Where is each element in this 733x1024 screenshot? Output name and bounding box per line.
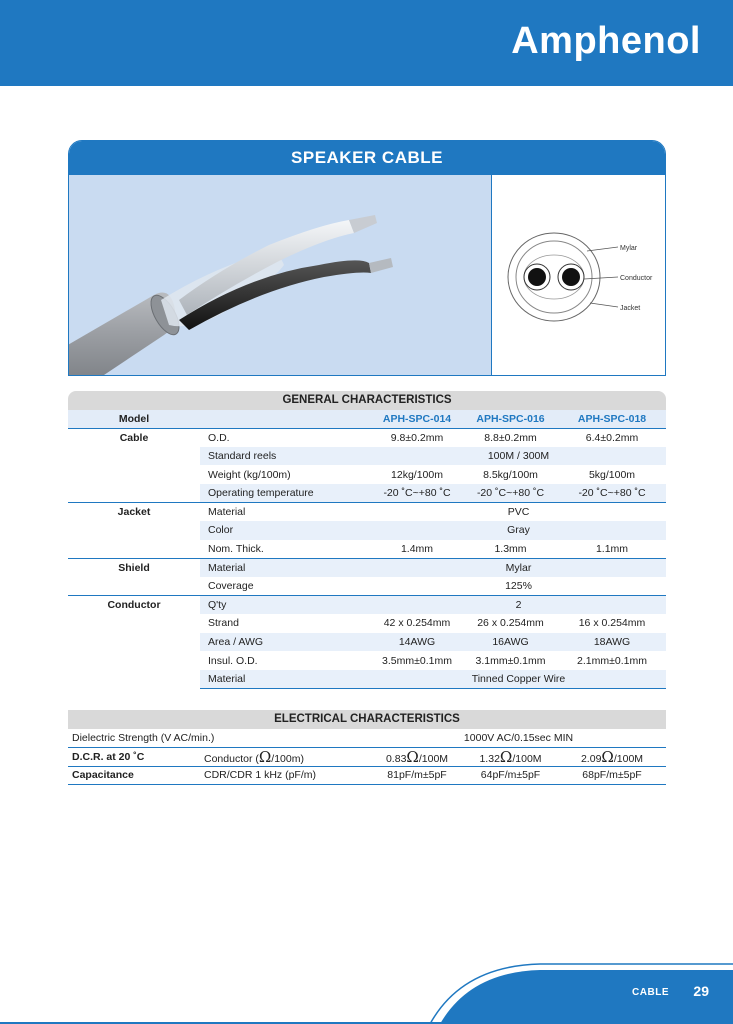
group-cable: Cable bbox=[68, 428, 200, 502]
general-title: GENERAL CHARACTERISTICS bbox=[68, 391, 666, 410]
cell: 1.4mm bbox=[400, 542, 434, 555]
cell: 12kg/100m bbox=[391, 468, 443, 481]
model-label: Model bbox=[68, 410, 200, 429]
dcr-label: D.C.R. at 20 ˚C bbox=[68, 747, 200, 766]
capacitance-label: Capacitance bbox=[68, 766, 200, 785]
table-row bbox=[68, 558, 666, 577]
dcr-unit: /100M bbox=[613, 752, 644, 765]
cell: 81pF/m±5pF bbox=[371, 766, 463, 785]
table-row bbox=[68, 766, 666, 785]
dcr-unit: /100M bbox=[512, 752, 542, 765]
cell: 8.5kg/100m bbox=[483, 468, 538, 481]
row-label: Coverage bbox=[200, 577, 371, 596]
ohm-symbol: Ω bbox=[406, 747, 419, 766]
cell: 8.8±0.2mm bbox=[463, 428, 558, 447]
row-label: Area / AWG bbox=[200, 633, 371, 652]
dcr-num: 1.32 bbox=[479, 752, 500, 765]
cell: 6.4±0.2mm bbox=[558, 428, 666, 447]
table-title-row bbox=[68, 391, 666, 410]
cell: 100M / 300M bbox=[371, 447, 666, 466]
page-number: 29 bbox=[693, 983, 709, 999]
cell: 16 x 0.254mm bbox=[578, 617, 646, 630]
dielectric-value: 1000V AC/0.15sec MIN bbox=[371, 729, 666, 748]
footer-section-label: CABLE bbox=[632, 987, 669, 998]
cell: Gray bbox=[371, 521, 666, 540]
cross-section-panel bbox=[491, 175, 666, 376]
cell: 1.3mm bbox=[494, 542, 527, 555]
cell: 3.5mm±0.1mm bbox=[382, 654, 452, 667]
cell: 3.1mm±0.1mm bbox=[475, 654, 546, 667]
group-shield: Shield bbox=[68, 558, 200, 595]
footer-band bbox=[0, 960, 733, 1024]
cell: 26 x 0.254mm bbox=[477, 617, 544, 630]
table-title-row bbox=[68, 710, 666, 729]
row-label: O.D. bbox=[200, 428, 371, 447]
group-conductor: Conductor bbox=[68, 596, 200, 689]
cell: 14AWG bbox=[371, 633, 463, 652]
model-018: APH-SPC-018 bbox=[558, 410, 666, 429]
cell: 9.8±0.2mm bbox=[371, 428, 463, 447]
group-jacket: Jacket bbox=[68, 503, 200, 559]
cell: 64pF/m±5pF bbox=[463, 766, 558, 785]
cable-illustration bbox=[69, 175, 491, 376]
dcr-sub-prefix: Conductor ( bbox=[204, 752, 259, 765]
ohm-symbol: Ω bbox=[258, 747, 272, 766]
row-label: Standard reels bbox=[200, 447, 371, 466]
dcr-num: 2.09 bbox=[580, 752, 602, 765]
jacket-label: Jacket bbox=[620, 305, 641, 312]
cell: PVC bbox=[371, 503, 666, 522]
cell: -20 ˚C~+80 ˚C bbox=[558, 484, 666, 503]
model-014: APH-SPC-014 bbox=[371, 410, 463, 429]
general-characteristics-table bbox=[68, 391, 666, 689]
dielectric-label: Dielectric Strength (V AC/min.) bbox=[68, 729, 371, 748]
row-label: Strand bbox=[200, 614, 371, 633]
model-016: APH-SPC-016 bbox=[463, 410, 558, 429]
dcr-sub-suffix: /100m) bbox=[271, 752, 304, 765]
cell: 2 bbox=[371, 596, 666, 615]
product-title: SPEAKER CABLE bbox=[69, 141, 665, 175]
dcr-num: 0.83 bbox=[385, 752, 407, 765]
cell bbox=[371, 747, 463, 766]
cell: 2.1mm±0.1mm bbox=[577, 654, 647, 667]
capacitance-sub: CDR/CDR 1 kHz (pF/m) bbox=[200, 766, 371, 785]
cell: 125% bbox=[505, 579, 532, 592]
cable-photo bbox=[69, 175, 491, 376]
row-label: Color bbox=[200, 521, 371, 540]
dcr-unit: /100M bbox=[418, 752, 449, 765]
table-row bbox=[68, 596, 666, 615]
conductor-label: Conductor bbox=[620, 275, 653, 282]
ohm-symbol: Ω bbox=[499, 747, 513, 766]
electrical-title: ELECTRICAL CHARACTERISTICS bbox=[68, 710, 666, 729]
table-row bbox=[68, 747, 666, 766]
ohm-symbol: Ω bbox=[601, 747, 614, 766]
cross-section-diagram bbox=[492, 175, 666, 376]
cell: 1.1mm bbox=[595, 542, 629, 555]
cell: 5kg/100m bbox=[588, 468, 636, 481]
cell: -20 ˚C~+80 ˚C bbox=[463, 484, 558, 503]
model-row bbox=[68, 410, 666, 429]
cell: 42 x 0.254mm bbox=[383, 617, 451, 630]
row-label: Q'ty bbox=[200, 596, 371, 615]
product-panel bbox=[68, 140, 666, 376]
row-label: Insul. O.D. bbox=[200, 651, 371, 670]
table-row bbox=[68, 729, 666, 748]
mylar-label: Mylar bbox=[620, 245, 638, 252]
cell: 68pF/m±5pF bbox=[558, 766, 666, 785]
dcr-sub bbox=[200, 747, 371, 766]
cell: Tinned Copper Wire bbox=[371, 670, 666, 689]
cell bbox=[463, 747, 558, 766]
row-label: Material bbox=[200, 670, 371, 689]
electrical-characteristics-table bbox=[68, 710, 666, 785]
cell: 18AWG bbox=[558, 633, 666, 652]
row-label: Operating temperature bbox=[200, 484, 371, 503]
table-row bbox=[68, 428, 666, 447]
row-label: Weight (kg/100m) bbox=[200, 465, 371, 484]
row-label: Material bbox=[200, 558, 371, 577]
brand-logo: Amphenol bbox=[511, 20, 701, 62]
cell bbox=[558, 747, 666, 766]
cell: -20 ˚C~+80 ˚C bbox=[371, 484, 463, 503]
table-row bbox=[68, 503, 666, 522]
cell: 16AWG bbox=[463, 633, 558, 652]
cell: Mylar bbox=[371, 558, 666, 577]
row-label: Material bbox=[200, 503, 371, 522]
row-label: Nom. Thick. bbox=[200, 540, 371, 559]
